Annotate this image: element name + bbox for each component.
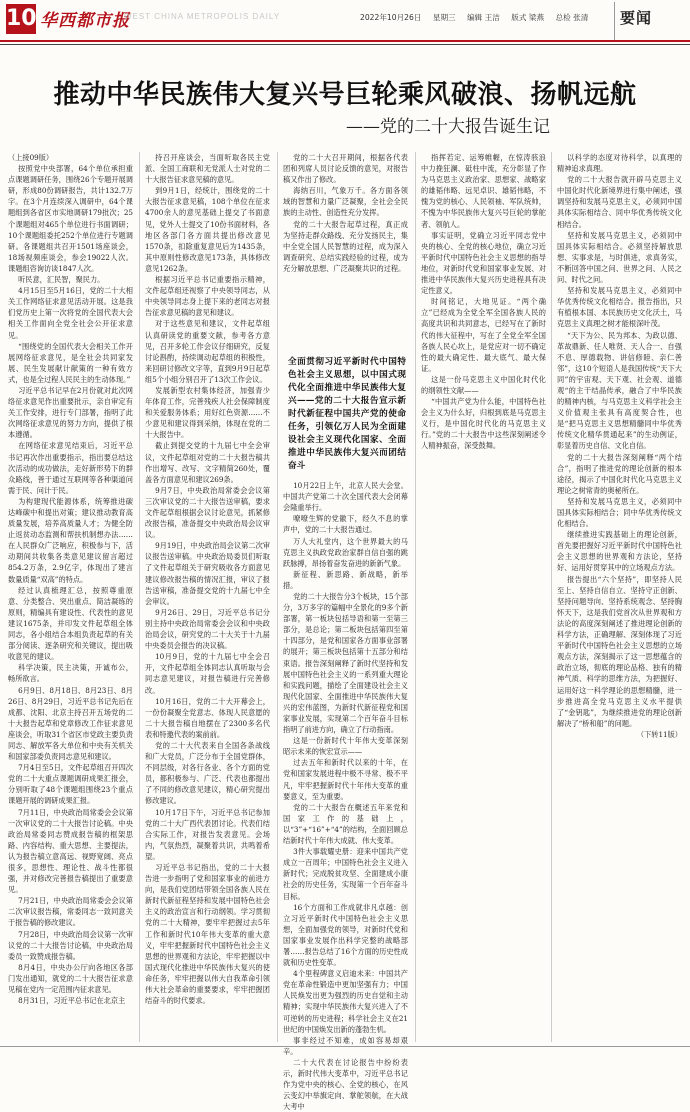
article-paragraph: 坚持和发展马克思主义，必须同中国具体实际相结合；同中华优秀传统文化相结合。 bbox=[557, 496, 682, 529]
article-paragraph: （上接09版） bbox=[8, 153, 54, 162]
article-paragraph: 嘹嘹生辉的党徽下，经久不息的掌声中，党的二十大报告通过。 bbox=[283, 514, 408, 535]
article-paragraph: 坚持和发展马克思主义，必须同中国具体实际相结合。必须坚持解放思想、实事求是，与时俱进，求真务实，不断回答中国之问、世界之问、人民之问、时代之问。 bbox=[557, 230, 682, 285]
column-rule bbox=[277, 152, 278, 1042]
article-paragraph: 10月22日上午，北京人民大会堂。中国共产党第二十次全国代表大会闭幕会隆重举行。 bbox=[283, 481, 408, 513]
article-subhead: ——党的二十大报告诞生记 bbox=[346, 117, 550, 137]
article-paragraph: 10月17日下午，习近平总书记参加党的二十大广西代表团讨论。代表们结合实际工作，对报告发表意见。会场内，气氛热烈，凝聚着共识，共鸣着希望。 bbox=[145, 807, 270, 861]
article-headline: 推动中华民族伟大复兴号巨轮乘风破浪、扬帆远航 bbox=[53, 80, 637, 110]
page-number: 10 bbox=[6, 4, 36, 34]
footer-rule bbox=[0, 1046, 690, 1047]
article-paragraph: 4月15日至5月16日，党的二十大相关工作网络征求意见活动开展。这是我们党历史上第一次将党的全国代表大会相关工作面向全党全社会公开征求意见。 bbox=[8, 286, 133, 340]
article-paragraph: 报告提出“六个坚持”，即坚持人民至上、坚持自信自立、坚持守正创新、坚持问题导向、坚持系统观念、坚持胸怀天下，这是我们党首次从世界观和方法论的高度深刻阐述了推进理论创新的科学方法，正确理解、深刻体现了习近平新时代中国特色社会主义思想的立场观点方法，深刻揭示了这一思想蕴含的政治立场，彻底的理论品格、独有的精神气质、科学的思维方法，为把握好、运用好这一科学理论的思想精髓，进一步推进高全党马克思主义水平提供了“金钥匙”，为继续推进党的理论创新解决了“桥和船”的问题。 bbox=[557, 574, 682, 728]
text-column-4 bbox=[421, 152, 546, 1042]
article-paragraph: 事非经过不知难，成如容易却艰辛。 bbox=[283, 1035, 408, 1056]
article-paragraph: “围绕党的全国代表大会相关工作开展网络征求意见，是全社会共同家发展、民生发展献计献策的一种有效方式，也是全过程人民民主的生动体现。” bbox=[8, 341, 133, 384]
article-paragraph: 万人大礼堂内，这个世界最大的马克思主义执政党政治家群自信自强的跳跃脉搏，昂扬着奋发奋进的新新气象。 bbox=[283, 536, 408, 568]
text-column-3 bbox=[283, 152, 408, 1112]
article-paragraph: 8月4日，中央办公厅向各地区各部门发出通知，就党的二十大报告征求意见稿在党内一定范围内征求意见。 bbox=[8, 962, 133, 995]
article-paragraph: 这是一份马克思主义中国化时代化的纲领性文献—— bbox=[421, 374, 546, 395]
article-paragraph: 7月21日，中央政治局常委会会议第二次审议报告稿，常委同志一致同意关于报告稿的修改建议。 bbox=[8, 896, 133, 928]
article-paragraph: 党的二十大代表来自全国各条战线和广大党员，广泛分布于全国党群体，不同层级，对各行各业、各个方面的党员，都积极参与、广泛、代表也都提出了不同的修改意见建议，精心研究提出修改建议。 bbox=[145, 740, 270, 806]
article-paragraph: “中国共产党为什么能，中国特色社会主义为什么好，归根到底是马克思主义行，是中国化时代化的马克思主义行。”党的二十大报告中这些深刻阐述令人精神振奋，深受鼓舞。 bbox=[421, 397, 546, 451]
article-paragraph: 经过认真梳理汇总，按照尊重原意、分类整合、突出重点、简洁凝练的原则，精编具有建设性、代表性的意见建议1675条，并印发文件起草组全体同志，各小组结合本组负责起草的有关部分阅读、逐条研究和关键议，提出吸收意见的建议。 bbox=[8, 585, 133, 662]
article-paragraph: 科学决策，民主决策，开诚布公，畅所欲言。 bbox=[8, 663, 133, 684]
article-paragraph: 根据习近平总书记重要指示精神，文件起草组还视察了中央领导同志，从中央领导同志身上提下来的老同志对报告征求意见稿的意见和建议。 bbox=[145, 275, 270, 318]
article-paragraph: 为构建现代能源体系，统筹推进碳达峰碳中和提出对策；建议推动教育高质量发展，培养高质量人才；为健全防止返贫动态监测和帮扶机制想办法……在人民群众广泛响应，积极参与下，活动期间共收集各类意见建议留言超过854.2万条，2.9亿字，体现出了建言数量质量“双高”的特点。 bbox=[8, 496, 133, 584]
article-paragraph: 4个里程碑意义启迪未来：中国共产党在革命性锻造中更加坚强有力；中国人民焕发出更为强烈的历史自觉和主动精神；实现中华民族伟大复兴进入了不可逆转的历史进程；科学社会主义在21世纪的中国焕发出新的蓬勃生机。 bbox=[283, 969, 408, 1034]
article-paragraph: 党的二十大报告分3个板块，15个部分，3万多字的篇幅中全景化的9多个新部署，第一板块包括导语和第一至第三部分，是总论；第二板块包括第四至第十四部分，是党和国家各方面事业部署的展开；第三板块包括第十五部分和结束语。报告深刻阐释了新时代坚持和发展中国特色社会主义的一系列重大理论和实践问题，描绘了全面建设社会主义现代化国家、全面推进中华民族伟大复兴的宏伟蓝图，为新时代新征程党和国家事业发展，实现第二个百年奋斗目标指明了前进方向，确立了行动指南。 bbox=[283, 591, 408, 735]
article-paragraph: 继续推进实践基础上的理论创新，首先要把握好习近平新时代中国特色社会主义思想的世界观和方法论，坚持好、运用好贯穿其中的立场观点方法。 bbox=[557, 530, 682, 573]
article-paragraph: 6月9日、8月18日、8月23日、8月26日、8月29日，习近平总书记先后在成都、沈阳、北京主持召开五场党的二十大报告起草和党章修改工作征求意见座谈会，听取31个省区市党政主要负责同志、解放军各大单位和中央有关机关和国家部委负责同志意见和建议。 bbox=[8, 685, 133, 762]
text-column-2 bbox=[145, 152, 270, 1042]
article-paragraph: 习近平总书记早在2月份就对此次网络征求意见作出重要批示，亲自审定有关工作安排，进行专门部署，指明了此次网络征求意见的努力方向，提供了根本遵循。 bbox=[8, 385, 133, 440]
article-paragraph: 海纳百川，气象万千。各方面各领域的智慧和力量广泛凝聚，全社会全民族的主动性、创造性充分发挥。 bbox=[283, 186, 408, 218]
section-divider bbox=[614, 2, 615, 40]
column-rule bbox=[551, 152, 552, 1042]
article-paragraph: 截止到提交党的十九届七中全会审议，文件起草组对党的二十大报告稿共作出增写、改写、文字精简260处，覆盖各方面意见和建议269条。 bbox=[145, 441, 270, 484]
column-rule bbox=[415, 152, 416, 1042]
article-paragraph: 习近平总书记指出，党的二十大报告进一步指明了党和国家事业的前进方向，是我们党团结带领全国各族人民在新时代新征程坚持和发展中国特色社会主义的政治宣言和行动纲领。学习贯彻党的二十大精神，要牢牢把握过去5年工作和新时代10年伟大变革的重大意义，牢牢把握新时代中国特色社会主义思想的世界观和方法论，牢牢把握以中国式现代化推进中华民族伟大复兴的使命任务，牢牢把握以伟大自我革命引领伟大社会革命的重要要求，牢牢把握团结奋斗的时代要求。 bbox=[145, 863, 270, 1006]
article-paragraph: “天下为公、民为邦本、为政以德、革故鼎新、任人唯贤、天人合一、自强不息、厚德载物、讲信修睦、亲仁善邻”，这10个短语人是我国传统“天下大同”的宇宙观、天下观、社会观、道德观“的主干结晶传承，融合了中华民族的精神内核，与马克思主义科学社会主义价值观主张具有高度契合性，也是“把马克思主义思想精髓同中华优秀传统文化精华贯通起来”的生动例证，彰显着历史自信、文化自信。 bbox=[557, 330, 682, 451]
dateline bbox=[360, 12, 597, 23]
article-paragraph: 党的二十大报告在概述五年来党和国家工作的基础上，以“3”+“16”+“4”的结构，全面回顾总结新时代十年伟大成就、伟大变革。 bbox=[283, 802, 408, 846]
issue-date: 2022年10月26日 bbox=[360, 13, 422, 22]
issue-weekday: 星期三 bbox=[432, 13, 456, 22]
article-paragraph: 在网络征求意见结束后，习近平总书记再次作出重要指示，指出要总结这次活动的成功做法，走好新形势下的群众路线，善于通过互联网等各种渠道问需于民、问计于民。 bbox=[8, 441, 133, 495]
article-paragraph: 指挥若定、运筹帷幄，在惊涛骇浪中力挽狂澜、砥柱中流，充分彰显了作为马克思主义政治家、思想家、战略家的雄韬伟略、远见卓识、雄韬伟略，不愧为党的核心、人民领袖、军队统帅，不愧为中华民族伟大复兴号巨轮的掌舵者、领航人。 bbox=[421, 153, 546, 229]
article-paragraph: 9月26日、29日，习近平总书记分别主持中央政治局常委会会议和中央政治局会议，研究党的二十大关于十九届中央委员会报告的决议稿。 bbox=[145, 607, 270, 651]
pull-quote: 全面贯彻习近平新时代中国特色社会主义思想，以中国式现代化全面推进中华民族伟大复兴——党的二十大报告宣示新时代新征程中国共产党的使命任务，引领亿万人民为全面建设社会主义现代化国家、全面推进中华民族伟大复兴而团结奋斗 bbox=[288, 357, 406, 471]
editor-credit: 编辑 王洁 bbox=[467, 13, 500, 22]
masthead-logo: 华西都市报 bbox=[40, 11, 130, 31]
article-paragraph: 16个方面和工作成就非凡卓越：创立习近平新时代中国特色社会主义思想，全面加强党的领导，对新时代党和国家事业发展作出科学完整的战略部署……报告总结了16个方面的历史性成就和历史性变革。 bbox=[283, 902, 408, 968]
article-paragraph: 坚持和发展马克思主义，必须同中华优秀传统文化相结合。报告指出，只有植根本国、本民族历史文化沃土，马克思主义真理之树才能根深叶茂。 bbox=[557, 286, 682, 329]
article-paragraph: 发展新型农村集体经济，加强青少年体育工作，完善残疾人社会保障制度和关爱服务体系；用好红色资源……不少意见和建议得到采纳，体现在党的二十大报告中。 bbox=[145, 385, 270, 440]
article-paragraph: 到9月1日，经统计，围绕党的二十大报告征求意见稿，108个单位在征求4700余人的意见基础上提交了书面意见，党外人士提交了10份书面材料，各地区各部门各方面共提出修改意见1570条，扣除重复意见后为1435条，其中原则性修改意见173条，具体修改意见1262条。 bbox=[145, 186, 270, 273]
article-paragraph: 时间铭记，大地见证。“两个确立”已经成为全党全军全国各族人民的高度共识和共同意志，已经写在了新时代的伟大征程中，写在了全党全军全国各族人民心坎上，是党应对一切不确定性的最大确定性、最大底气、最大保证。 bbox=[421, 297, 546, 373]
article-paragraph: 事实证明，党确立习近平同志党中央的核心、全党的核心地位，确立习近平新时代中国特色社会主义思想的指导地位，对新时代党和国家事业发展、对推进中华民族伟大复兴历史进程具有决定性意义。 bbox=[421, 230, 546, 296]
article-paragraph: 这是一份新时代十年伟大变革深刻昭示未来的恢宏宣示—— bbox=[283, 736, 408, 757]
article-paragraph: 9月7日，中央政治局常委会会议第三次审议党的二十大报告送审稿，要求文件起草组根据会议讨论意见，抓紧修改报告稿，准备提交中央政治局会议审议。 bbox=[145, 485, 270, 540]
article-paragraph: 7月28日，中央政治局会议第一次审议党的二十大报告讨论稿，中央政治局委员一致赞成报告稿。 bbox=[8, 929, 133, 961]
section-label: 要闻 bbox=[620, 9, 653, 27]
article-paragraph: 8月31日，习近平总书记在北京主 bbox=[18, 996, 126, 1006]
article-paragraph: 7月11日，中央政治局常委会会议第一次审议党的二十大报告讨论稿。中央政治局常委同志赞成报告稿的框架思路、内容结构、重大思想、主要提法，认为报告稿立意高远、视野宽阔、亮点很多，思想性、理论性、战斗性都很强，并对修改完善报告稿提出了重要意见。 bbox=[8, 807, 133, 895]
article-paragraph: 3件大事载耀史册：迎来中国共产党成立一百周年；中国特色社会主义进入新时代；完成脱贫攻坚、全面建成小康社会的历史任务，实现第一个百年奋斗目标。 bbox=[283, 847, 408, 901]
article-paragraph: 党的二十大报告就开辟马克思主义中国化时代化新境界进行集中阐述，强调坚持和发展马克思主义，必须同中国具体实际相结合、同中华优秀传统文化相结合。 bbox=[557, 175, 682, 229]
text-column-5 bbox=[557, 152, 682, 1042]
page-header bbox=[0, 0, 690, 62]
article-paragraph: 9月19日，中央政治局会议第二次审议报告送审稿。中央政治局委员们听取了文件起草组关于研究吸收各方面意见建议修改报告稿的情况汇报，审议了报告送审稿，准备提交党的十九届七中全会审议。 bbox=[145, 541, 270, 606]
article-paragraph: 过去五年和新时代以来的十年，在党和国家发展进程中极不寻常、极不平凡，牢牢把握新时代十年伟大变革的重要意义，至为重要。 bbox=[283, 758, 408, 801]
header-rule bbox=[0, 40, 690, 42]
article-paragraph: 二十大代表在讨论报告中纷纷表示，新时代伟大变革中，习近平总书记作为党中央的核心、全党的核心，在风云变幻中举旗定向、掌舵领航，在大战大考中 bbox=[283, 1057, 408, 1112]
article-paragraph: 持召开座谈会，当面听取各民主党派、全国工商联和无党派人士对党的二十大报告征求意见稿的意见。 bbox=[145, 153, 270, 185]
header-rule-thin bbox=[0, 44, 690, 45]
article-paragraph: 新征程、新思路、新战略，新举措。 bbox=[283, 569, 408, 590]
article-paragraph: 对于这些意见和建议，文件起草组认真研读党的重要文献，参考各方意见，召开多轮工作会议仔细研究，反复讨论斟酌，持续调动起草组的积极性，来回研讨修改文字等，直到9月9日起草组5个小组分别召开了13次工作会议。 bbox=[145, 319, 270, 384]
article-paragraph: 党的二十大召开期间，根据各代表团和列席人员讨论反馈的意见，对报告稿又作出了修改。 bbox=[283, 153, 408, 185]
article-paragraph: 党的二十大报告深刻阐释“两个结合”，指明了推进党的理论创新的根本途径，揭示了中国化时代化马克思主义理论之树常青的奥秘所在。 bbox=[557, 452, 682, 495]
article-paragraph: 党的二十大报告起草过程，真正成为坚持走群众路线、充分发扬民主，集中全党全国人民智慧的过程，成为深入调查研究、总结实践经验的过程，成为充分解放思想、广泛凝聚共识的过程。 bbox=[283, 219, 408, 273]
proofreader-credit: 总检 张清 bbox=[555, 13, 589, 22]
article-paragraph: 听民意，汇民智，聚民力。 bbox=[18, 275, 105, 285]
designer-credit: 版式 梁燕 bbox=[511, 13, 545, 22]
article-paragraph: 10月16日，党的二十大开幕会上，一份份凝聚全党意志、体现人民意愿的二十大报告稿自地摆在了2300多名代表和特邀代表的案前前。 bbox=[145, 696, 270, 739]
article-paragraph: 10月9日，党的十九届七中全会召开，文件起草组全体同志认真听取与会同志意见建议，对报告稿进行完善修改。 bbox=[145, 652, 270, 695]
article-paragraph: 以科学的态度对待科学，以真理的精神追求真理。 bbox=[557, 153, 682, 174]
article-paragraph: 7月4日至5日，文件起草组召开四次党的二十大重点课题调研成果汇报会，分别听取了48个课题组围绕23个重点课题开展的调研成果汇报。 bbox=[8, 763, 133, 806]
article-paragraph: 按照党中央部署，64个单位承担重点课题调研任务，围绕26个专题开展调研，形成80份调研报告，共计132.7万字。在3个月连续深入调研中，64个课题组到各省区市实地调研179批次；25个课题组对465个单位进行书面调研；10个课题组委托252个单位进行专题调研。各课题组共召开1501场座谈会，18场视频座谈会，参会19022人次。课题组咨询访谈1847人次。 bbox=[8, 164, 133, 273]
article-paragraph: （下转11版） bbox=[636, 729, 682, 739]
text-column-1 bbox=[8, 152, 133, 1042]
masthead-subtitle: WEST CHINA METROPOLIS DAILY bbox=[124, 12, 281, 21]
column-rule bbox=[139, 152, 140, 1042]
